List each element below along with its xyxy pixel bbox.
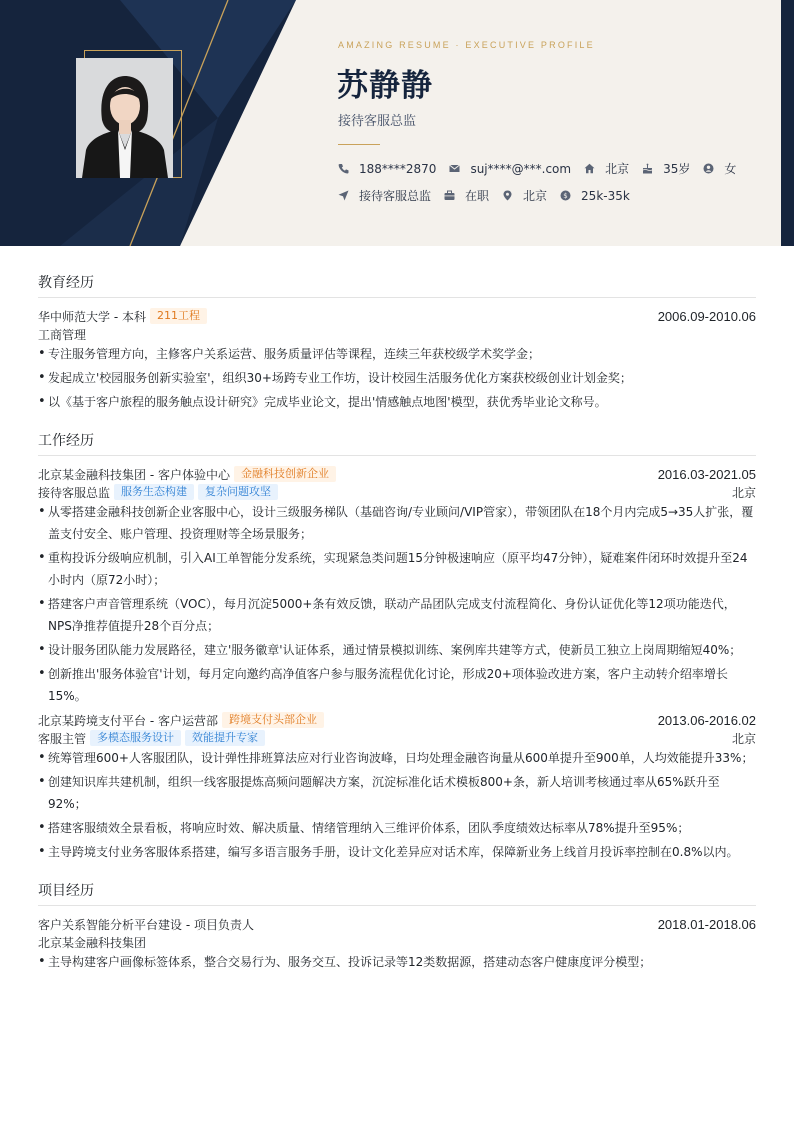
- gender-text: 女: [724, 162, 737, 176]
- role-tag: 服务生态构建: [114, 484, 194, 500]
- gold-divider: [338, 144, 380, 145]
- phone-icon: [338, 163, 349, 174]
- list-item: • 从零搭建金融科技创新企业客服中心，设计三级服务梯队（基础咨询/专业顾问/VIP管家），带领团队在18个月内完成5→35人扩张，覆盖支付安全、账户管理、投资理财等全场景服务；: [38, 501, 756, 545]
- list-item: • 搭建客服绩效全景看板，将响应时效、解决质量、情绪管理纳入三维评价体系，团队季度绩效达标率从78%提升至95%；: [38, 817, 756, 839]
- phone-text: 188****2870: [359, 161, 437, 176]
- work-city: 北京: [731, 731, 756, 746]
- school-tag: 211工程: [150, 308, 207, 324]
- education-date: 2006.09-2010.06: [657, 308, 756, 324]
- age-info: [642, 160, 690, 177]
- profile-photo: [76, 58, 173, 178]
- role-tag: 效能提升专家: [185, 730, 265, 746]
- list-item: • 重构投诉分级响应机制，引入AI工单智能分发系统，实现紧急类问题15分钟极速响应（原平均47分钟），疑难案件闭环时效提升至24小时内（原72小时）；: [38, 547, 756, 591]
- home-icon: [584, 163, 595, 174]
- work-title: 工作经历: [38, 430, 756, 456]
- list-item: • 统筹管理600+人客服团队，设计弹性排班算法应对行业咨询波峰，日均处理金融咨询量从600单提升至900单，人均效能提升33%；: [38, 747, 756, 769]
- role-tag: 复杂问题攻坚: [198, 484, 278, 500]
- project-date: 2018.01-2018.06: [657, 916, 756, 932]
- list-item: • 创新推出'服务体验官'计划，每月定向邀约高净值客户参与服务流程优化讨论，形成20+项体验改进方案，客户主动转介绍率增长15%。: [38, 663, 756, 707]
- project-name: 客户关系智能分析平台建设 - 项目负责人: [38, 917, 254, 932]
- candidate-name: 苏静静: [337, 68, 433, 104]
- status-text: 在职: [465, 189, 490, 203]
- cake-icon: [642, 163, 653, 174]
- header-tagline: AMAZING RESUME · EXECUTIVE PROFILE: [338, 40, 595, 50]
- status-info: [444, 187, 489, 204]
- age-text: 35岁: [663, 162, 691, 176]
- list-item: • 设计服务团队能力发展路径，建立'服务徽章'认证体系，通过情景模拟训练、案例库共建等方式，使新员工独立上岗周期缩短40%；: [38, 639, 756, 661]
- company-name: 北京某金融科技集团 - 客户体验中心: [38, 467, 230, 482]
- project-entry: [38, 915, 756, 973]
- list-item: • 搭建客户声音管理系统（VOC），每月沉淀5000+条有效反馈，联动产品团队完成支付流程简化、身份认证优化等12项功能迭代，NPS净推荐值提升28个百分点；: [38, 593, 756, 637]
- location-info: [502, 187, 547, 204]
- education-entry: [38, 307, 756, 413]
- list-item: • 创建知识库共建机制，组织一线客服提炼高频问题解决方案，沉淀标准化话术模板800+条，新人培训考核通过率从65%跃升至92%；: [38, 771, 756, 815]
- education-section: [38, 272, 756, 413]
- project-org: 北京某金融科技集团: [38, 935, 147, 950]
- work-entry: [38, 711, 756, 863]
- list-item: • 主导跨境支付业务客服体系搭建，编写多语言服务手册，设计文化差异应对话术库，保障新业务上线首月投诉率控制在0.8%以内。: [38, 841, 756, 863]
- company-tag: 跨境支付头部企业: [222, 712, 324, 728]
- school-name: 华中师范大学 - 本科: [38, 309, 146, 324]
- company-tag: 金融科技创新企业: [234, 466, 336, 482]
- location-text: 北京: [523, 189, 548, 203]
- work-date: 2013.06-2016.02: [657, 712, 756, 728]
- list-item: • 以《基于客户旅程的服务触点设计研究》完成毕业论文，提出'情感触点地图'模型，获优秀毕业论文称号。: [38, 391, 756, 413]
- phone-info: [338, 162, 436, 176]
- salary-info: [560, 189, 630, 203]
- role-tag: 多模态服务设计: [90, 730, 181, 746]
- major-name: 工商管理: [38, 327, 87, 342]
- work-date: 2016.03-2021.05: [657, 466, 756, 482]
- career-row: [338, 187, 643, 204]
- company-name: 北京某跨境支付平台 - 客户运营部: [38, 713, 218, 728]
- resume-body: [38, 272, 756, 990]
- position-info: [338, 187, 431, 204]
- email-text: suj****@***.com: [470, 161, 572, 176]
- project-title: 项目经历: [38, 880, 756, 906]
- list-item: • 发起成立'校园服务创新实验室'，组织30+场跨专业工作坊，设计校园生活服务优化方案获校级创业计划金奖；: [38, 367, 756, 389]
- candidate-title: 接待客服总监: [338, 114, 417, 129]
- send-icon: [338, 190, 349, 201]
- position-text: 接待客服总监: [359, 189, 432, 203]
- work-city: 北京: [731, 485, 756, 500]
- project-section: [38, 880, 756, 973]
- list-item: • 主导构建客户画像标签体系，整合交易行为、服务交互、投诉记录等12类数据源，搭建动态客户健康度评分模型；: [38, 951, 756, 973]
- location-icon: [502, 190, 513, 201]
- role-name: 接待客服总监: [38, 485, 111, 500]
- list-item: • 专注服务管理方向，主修客户关系运营、服务质量评估等课程，连续三年获校级学术奖学金；: [38, 343, 756, 365]
- work-entry: [38, 465, 756, 707]
- work-bullets: [38, 747, 756, 863]
- resume-header: [0, 0, 794, 246]
- mail-icon: [449, 163, 460, 174]
- city-text: 北京: [605, 162, 630, 176]
- contact-row: [338, 160, 749, 177]
- role-name: 客服主管: [38, 731, 87, 746]
- work-bullets: [38, 501, 756, 707]
- gender-info: [703, 160, 736, 177]
- education-title: 教育经历: [38, 272, 756, 298]
- svg-text:$: $: [563, 192, 568, 201]
- briefcase-icon: [444, 190, 455, 201]
- email-info: [449, 162, 571, 176]
- project-bullets: [38, 951, 756, 973]
- work-section: [38, 430, 756, 863]
- salary-icon: [560, 190, 571, 201]
- education-bullets: [38, 343, 756, 413]
- gender-icon: [703, 163, 714, 174]
- salary-text: 25k-35k: [581, 188, 630, 203]
- city-info: [584, 160, 629, 177]
